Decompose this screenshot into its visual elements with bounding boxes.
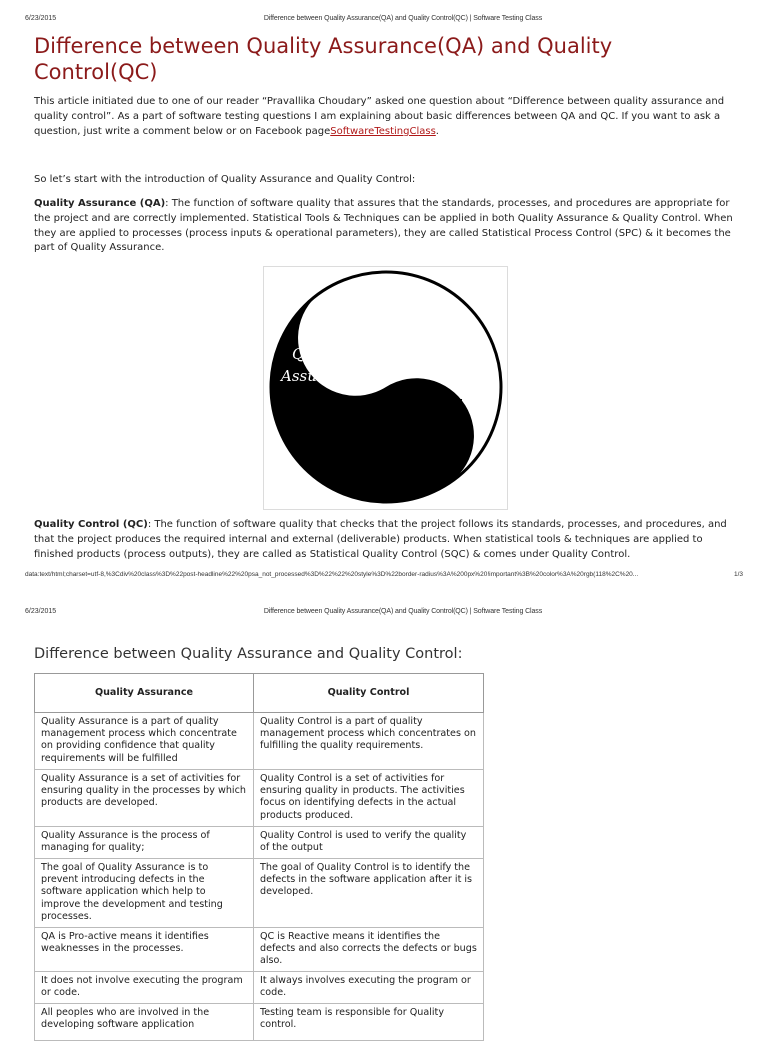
qc-definition-text: : The function of software quality that checks that the project follows its standards, processes, and procedures, and that the project produces the required internal and external (deliverable) products. When statistical tools & techniques are applied to finished products (process outputs), they are called as Statistical Quality Control (SQC) & comes under Quality Control. xyxy=(34,519,727,560)
qa-definition-text: : The function of software quality that assures that the standards, processes, and procedures are appropriate for the project and are correctly implemented. Statistical Tools & Techniques can be applied in both Quality Assurance & Quality Control. When they are applied to processes (process inputs & operational parameters), they are called Statistical Process Control (SPC) & it becomes the part of Quality Assurance. xyxy=(34,198,733,254)
header-quality-control: Quality Control xyxy=(254,674,484,713)
table-header-row xyxy=(35,674,484,713)
qa-cell: Quality Assurance is the process of managing for quality; xyxy=(35,827,254,859)
qa-cell: Quality Assurance is a set of activities for ensuring quality in the processes by which products are developed. xyxy=(35,770,254,827)
qa-label-line1: Quality xyxy=(292,345,347,363)
table-row xyxy=(35,928,484,972)
qc-term: Quality Control (QC) xyxy=(34,519,148,530)
intro-end: . xyxy=(435,125,439,137)
qc-label-line2: Control xyxy=(406,413,464,431)
print-footer xyxy=(0,570,768,582)
yin-yang-image xyxy=(263,266,508,510)
qc-cell: Quality Control is used to verify the quality of the output xyxy=(254,827,484,859)
print-date: 6/23/2015 xyxy=(25,15,57,22)
qa-cell: It does not involve executing the program or code. xyxy=(35,972,254,1004)
print-page-number: 1/3 xyxy=(734,571,744,578)
print-footer-url: data:text/html;charset=utf-8,%3Cdiv%20class%3D%22post-headline%22%20psa_not_processed%3D%22%22%20style%3D%22border-radius%3A%200px%20!important%3B%20color%3A%20rgb(118%2C%20... xyxy=(25,571,639,578)
intro-paragraph xyxy=(34,95,734,139)
qc-cell: It always involves executing the program or code. xyxy=(254,972,484,1004)
qa-cell: The goal of Quality Assurance is to prevent introducing defects in the software application which help to improve the development and testing processes. xyxy=(35,859,254,928)
print-header-page-2 xyxy=(0,605,768,619)
qa-cell: All peoples who are involved in the developing software application xyxy=(35,1004,254,1041)
table-row xyxy=(35,859,484,928)
header-quality-assurance: Quality Assurance xyxy=(35,674,254,713)
qa-label-line2: Assurance xyxy=(281,367,360,385)
comparison-table xyxy=(34,673,484,1041)
table-row xyxy=(35,713,484,770)
qa-term: Quality Assurance (QA) xyxy=(34,198,166,209)
qc-cell: QC is Reactive means it identifies the defects and also corrects the defects or bugs also. xyxy=(254,928,484,972)
qa-definition xyxy=(34,197,734,256)
qc-cell: Testing team is responsible for Quality control. xyxy=(254,1004,484,1041)
yin-yang-icon xyxy=(264,267,507,509)
qa-cell: QA is Pro-active means it identifies weaknesses in the processes. xyxy=(35,928,254,972)
qc-label-line1: Quality xyxy=(407,393,462,411)
softwaretestingclass-link[interactable]: SoftwareTestingClass xyxy=(330,125,436,137)
article-title: Difference between Quality Assurance(QA) and Quality Control(QC) xyxy=(34,34,613,84)
print-date: 6/23/2015 xyxy=(25,608,57,615)
table-row xyxy=(35,770,484,827)
qc-definition xyxy=(34,518,734,562)
print-title: Difference between Quality Assurance(QA) and Quality Control(QC) | Software Testing Class xyxy=(263,608,543,615)
comparison-title: Difference between Quality Assurance and Quality Control: xyxy=(34,646,463,662)
table-row xyxy=(35,1004,484,1041)
qa-cell: Quality Assurance is a part of quality management process which concentrate on providing confidence that quality requirements will be fulfilled xyxy=(35,713,254,770)
qc-cell: Quality Control is a part of quality management process which concentrates on fulfilling the quality requirements. xyxy=(254,713,484,770)
print-header xyxy=(0,12,768,26)
intro-text: This article initiated due to one of our reader “Pravallika Choudary” asked one question about “Difference between quality assurance and quality control”. As a part of software testing questions I am explaining about basic differences between QA and QC. If you want to ask a question, just write a comment below or on Facebook page xyxy=(34,96,725,137)
qc-cell: The goal of Quality Control is to identify the defects in the software application after it is developed. xyxy=(254,859,484,928)
qc-cell: Quality Control is a set of activities for ensuring quality in products. The activities focus on identifying defects in the actual products produced. xyxy=(254,770,484,827)
print-title: Difference between Quality Assurance(QA) and Quality Control(QC) | Software Testing Class xyxy=(263,15,543,22)
lead-paragraph: So let’s start with the introduction of Quality Assurance and Quality Control: xyxy=(34,174,416,185)
table-row xyxy=(35,972,484,1004)
table-row xyxy=(35,827,484,859)
